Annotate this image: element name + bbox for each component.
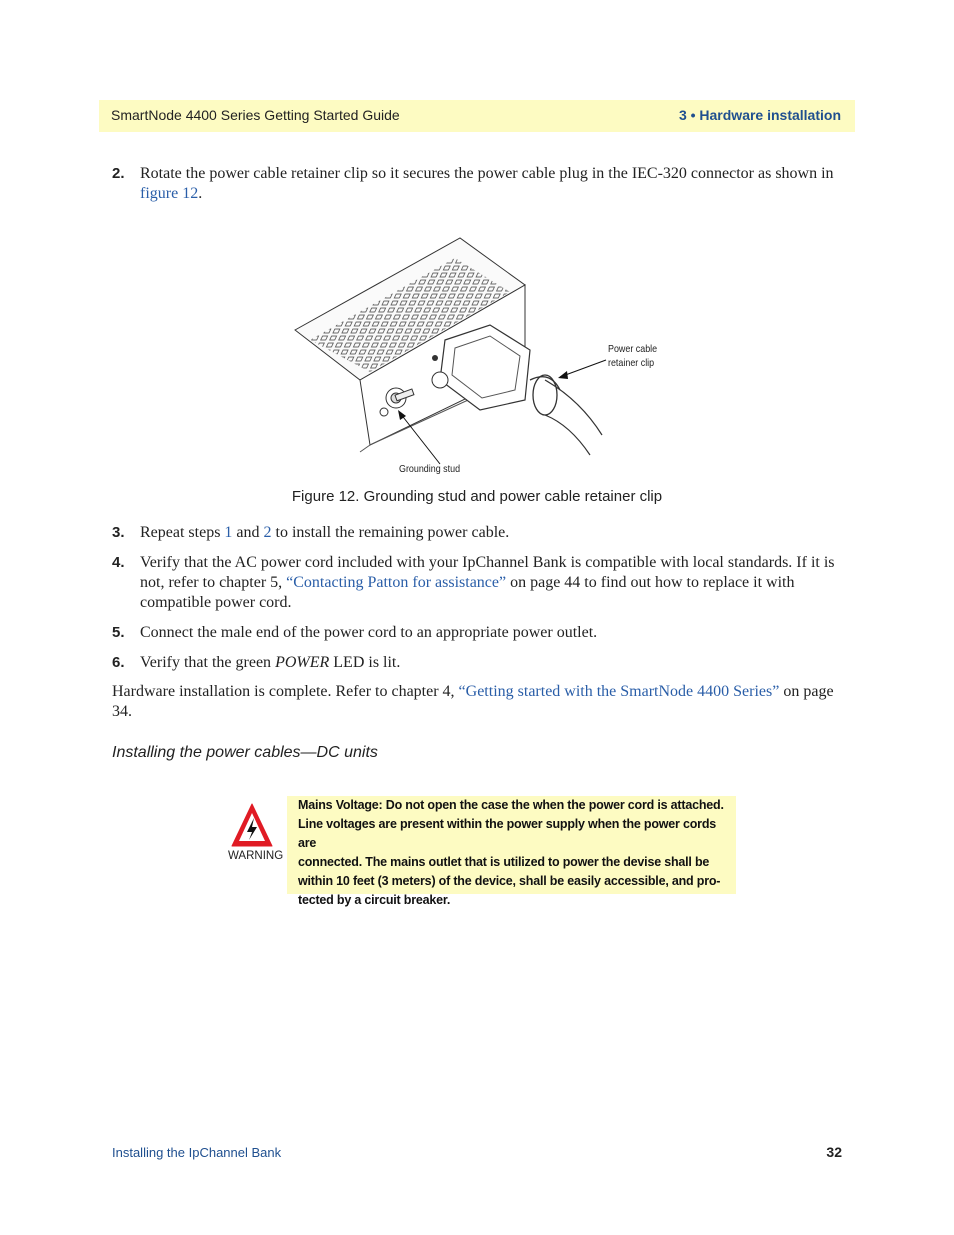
closing-paragraph: Hardware installation is complete. Refer to chapter 4, “Getting started with the SmartNode 4400 Series” on page 34. [112, 683, 834, 720]
page-number: 32 [826, 1144, 842, 1160]
step-2: 2. Rotate the power cable retainer clip so it secures the power cable plug in the IEC-320 connector as shown in figure 12. [112, 165, 834, 202]
guide-title: SmartNode 4400 Series Getting Started Guide [111, 107, 400, 123]
step-number: 4. [112, 554, 125, 571]
step-3: 3. Repeat steps 1 and 2 to install the remaining power cable. [112, 524, 510, 541]
stud-callout-label: Grounding stud [399, 463, 461, 475]
warning-box [287, 796, 736, 907]
step-number: 3. [112, 524, 125, 541]
figure-caption: Figure 12. Grounding stud and power cable retainer clip [291, 488, 663, 505]
chapter-title: 3 • Hardware installation [678, 107, 841, 123]
section-subheading: Installing the power cables—DC units [112, 744, 378, 761]
getting-started-link[interactable]: “Getting started with the SmartNode 4400 Series” [458, 683, 780, 700]
figure-link[interactable]: figure 12 [140, 185, 199, 202]
step-4: 4. Verify that the AC power cord included with your IpChannel Bank is compatible with local standards. If it is not, refer to chapter 5, “Contacting Patton for assistance” on page 44 to find out how to replace it with compatible power cord. [112, 554, 835, 611]
step-text: Rotate the power cable retainer clip so it secures the power cable plug in the IEC-320 connector as shown in [140, 165, 834, 182]
power-led-name: POWER [275, 654, 330, 671]
step-2-link[interactable]: 2 [263, 524, 272, 541]
page-header [99, 100, 855, 132]
contacting-patton-link[interactable]: “Contacting Patton for assistance” [286, 574, 507, 591]
step-number: 6. [112, 654, 125, 671]
warning-label: WARNING [228, 850, 284, 862]
step-number: 5. [112, 624, 125, 641]
warning-text: Mains Voltage: Do not open the case the when the power cord is attached. Line voltages are present within the power supply when the power cords are connected. The mains outlet that is utilized to power the devise shall be within 10 feet (3 meters) of the device, shall be easily accessible, and pro- tected by a circuit breaker. [298, 798, 724, 907]
step-1-link[interactable]: 1 [224, 524, 233, 541]
step-5: 5. Connect the male end of the power cord to an appropriate power outlet. [112, 624, 598, 641]
figure-12-illustration [290, 230, 680, 485]
step-6: 6. Verify that the green POWER LED is lit. [112, 654, 401, 671]
footer-section-title: Installing the IpChannel Bank [112, 1145, 282, 1160]
step-number: 2. [112, 165, 125, 182]
clip-callout-label: Power cable retainer clip [608, 343, 658, 369]
warning-icon [230, 802, 274, 848]
